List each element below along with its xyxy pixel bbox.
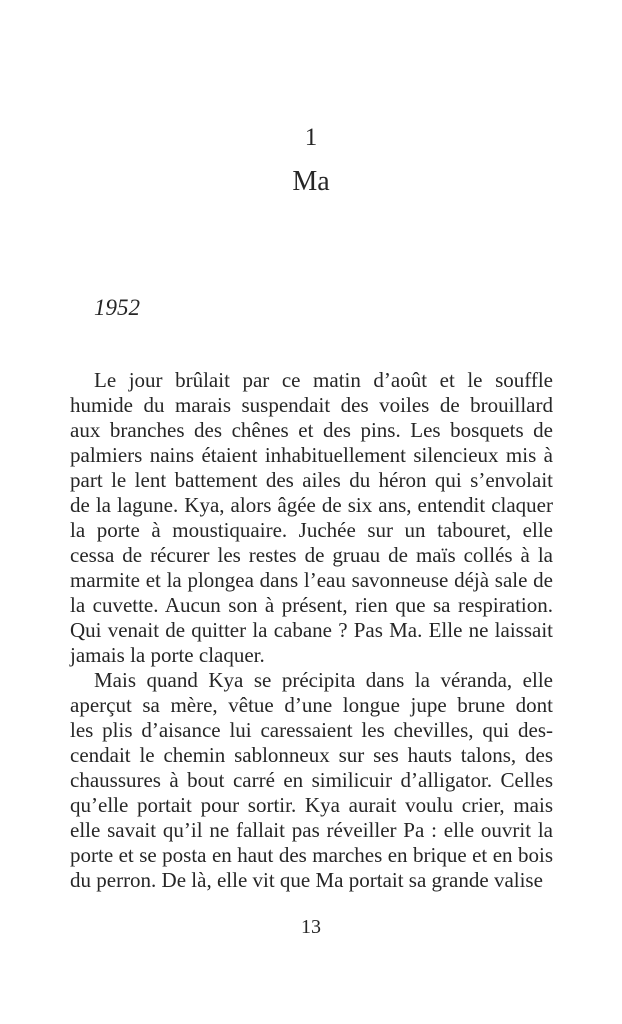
paragraph — [70, 668, 553, 893]
text-line: aux branches des chênes et des pins. Les bosquets de — [70, 418, 553, 442]
text-line: humide du marais suspendait des voiles de brouillard — [70, 393, 553, 417]
chapter-title: Ma — [292, 166, 330, 197]
text-line: aperçut sa mère, vêtue d’une longue jupe brune dont — [70, 693, 553, 717]
paragraph — [70, 368, 553, 668]
text-line: cendait le chemin sablonneux sur ses hauts talons, des — [70, 743, 553, 767]
text-line: part le lent battement des ailes du héron qui s’envolait — [70, 468, 553, 492]
chapter-number: 1 — [304, 124, 318, 151]
text-line: les plis d’aisance lui caressaient les chevilles, qui des- — [70, 718, 553, 742]
year-heading: 1952 — [94, 295, 140, 320]
text-line: elle savait qu’il ne fallait pas réveiller Pa : elle ouvrit la — [70, 818, 553, 842]
text-line: jamais la porte claquer. — [70, 643, 265, 667]
page-number: 13 — [301, 916, 321, 938]
text-line: du perron. De là, elle vit que Ma portait sa grande valise — [70, 868, 543, 892]
text-line: marmite et la plongea dans l’eau savonneuse déjà sale de — [70, 568, 553, 592]
text-line: la porte à moustiquaire. Juchée sur un tabouret, elle — [70, 518, 553, 542]
text-line: de la lagune. Kya, alors âgée de six ans, entendit claquer — [70, 493, 553, 517]
text-line: la cuvette. Aucun son à présent, rien que sa respiration. — [70, 593, 553, 617]
text-line: Mais quand Kya se précipita dans la véranda, elle — [94, 668, 553, 692]
text-line: Qui venait de quitter la cabane ? Pas Ma. Elle ne laissait — [70, 618, 553, 642]
text-line: cessa de récurer les restes de gruau de maïs collés à la — [70, 543, 553, 567]
text-line: Le jour brûlait par ce matin d’août et le souffle — [94, 368, 553, 392]
text-line: porte et se posta en haut des marches en brique et en bois — [70, 843, 553, 867]
text-line: chaussures à bout carré en similicuir d’alligator. Celles — [70, 768, 553, 792]
text-line: palmiers nains étaient inhabituellement silencieux mis à — [70, 443, 553, 467]
text-line: qu’elle portait pour sortir. Kya aurait voulu crier, mais — [70, 793, 553, 817]
body-text — [70, 368, 553, 893]
